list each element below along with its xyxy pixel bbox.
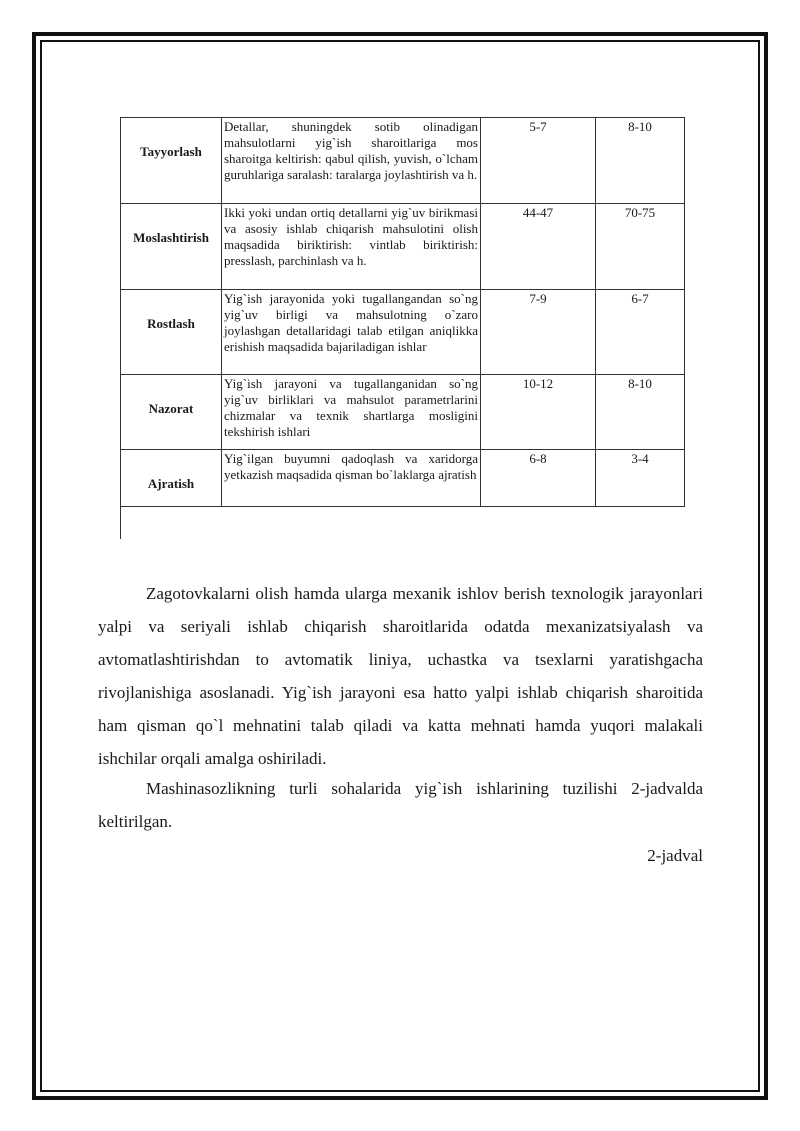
operation-name: Nazorat xyxy=(121,375,222,450)
operation-description: Ikki yoki undan ortiq detallarni yig`uv birikmasi va asosiy ishlab chiqarish mahsulotini olish maqsadida biriktirish: vintlab biriktirish: presslash, parchinlash va h. xyxy=(222,204,481,290)
operation-name: Ajratish xyxy=(121,450,222,507)
operation-value-2: 8-10 xyxy=(596,118,685,204)
operation-value-2: 3-4 xyxy=(596,450,685,507)
operation-value-2: 6-7 xyxy=(596,290,685,375)
operation-value-1: 7-9 xyxy=(481,290,596,375)
operation-value-1: 44-47 xyxy=(481,204,596,290)
body-paragraph: Zagotovkalarni olish hamda ularga mexanik ishlov berish texnologik jarayonlari yalpi va seriyali ishlab chiqarish sharoitlarida odatda mexanizatsiyalash va avtomatlashtirishdan to avtomatik liniya, uchastka va tsexlarni yaratishgacha rivojlanishiga asoslanadi. Yig`ish jarayoni esa hatto yalpi ishlab chiqarish sharoitida ham qisman qo`l mehnatini talab qiladi va katta mehnati hamda yuqori malakali ishchilar orqali amalga oshiriladi. xyxy=(98,584,703,768)
operation-description: Yig`ish jarayonida yoki tugallangandan so`ng yig`uv birligi va mahsulotning o`zaro joylashgan detallaridagi talab etilgan aniqlikka erishish maqsadida bajariladigan ishlar xyxy=(222,290,481,375)
table-caption: 2-jadval xyxy=(647,846,703,865)
table-row xyxy=(121,375,685,450)
operation-description: Yig`ilgan buyumni qadoqlash va xaridorga yetkazish maqsadida qisman bo`laklarga ajratish xyxy=(222,450,481,507)
operation-value-1: 6-8 xyxy=(481,450,596,507)
table-row xyxy=(121,450,685,507)
operation-value-1: 10-12 xyxy=(481,375,596,450)
operation-description: Detallar, shuningdek sotib olinadigan mahsulotlarni yig`ish sharoitlariga mos sharoitga keltirish: qabul qilish, yuvish, o`lcham guruhlariga saralash: taralarga joylashtirish va h. xyxy=(222,118,481,204)
operation-value-2: 8-10 xyxy=(596,375,685,450)
operation-description: Yig`ish jarayoni va tugallanganidan so`ng yig`uv birliklari va mahsulot parametrlarini chizmalar va texnik shartlarga mosligini tekshirish ishlari xyxy=(222,375,481,450)
table-row xyxy=(121,118,685,204)
assembly-operations-table xyxy=(120,117,685,507)
operation-name: Moslashtirish xyxy=(121,204,222,290)
operation-name: Rostlash xyxy=(121,290,222,375)
operation-value-1: 5-7 xyxy=(481,118,596,204)
table-row xyxy=(121,290,685,375)
operation-name: Tayyorlash xyxy=(121,118,222,204)
operation-value-2: 70-75 xyxy=(596,204,685,290)
body-paragraph: Mashinasozlikning turli sohalarida yig`ish ishlarining tuzilishi 2-jadvalda keltirilgan. xyxy=(98,779,703,831)
table-continuation-line xyxy=(120,507,121,539)
table-row xyxy=(121,204,685,290)
